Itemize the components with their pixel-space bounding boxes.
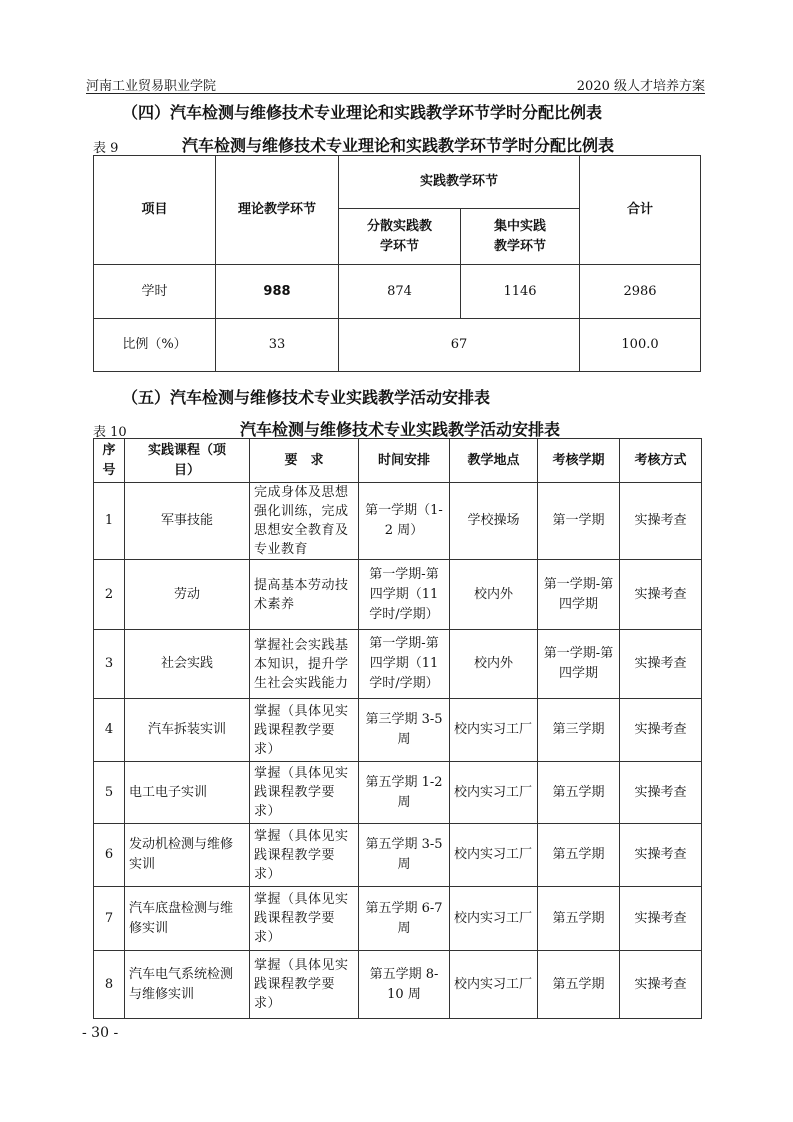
- table9-label: 表 9: [93, 141, 119, 156]
- t10-cell-course: 汽车底盘检测与维修实训: [125, 887, 250, 951]
- t9-cell: 874: [339, 265, 461, 319]
- page-number: - 30 -: [82, 1025, 119, 1041]
- t10-cell-term: 第一学期-第四学期: [538, 560, 620, 630]
- table-row: [94, 824, 702, 887]
- table9: [93, 155, 701, 372]
- header-divider: [86, 93, 705, 94]
- table-row: [94, 483, 702, 560]
- t10-cell-time: 第五学期 8-10 周: [359, 951, 450, 1019]
- t9-header-dispersed: 分散实践教学环节: [339, 209, 461, 265]
- t10-cell-course: 军事技能: [125, 483, 250, 560]
- table-row: [94, 560, 702, 630]
- t10-cell-term: 第三学期: [538, 699, 620, 762]
- t10-header-method: 考核方式: [620, 439, 702, 483]
- t10-cell-no: 6: [94, 824, 125, 887]
- t10-cell-method: 实操考查: [620, 951, 702, 1019]
- table-row: [94, 630, 702, 699]
- t9-cell: 100.0: [580, 319, 701, 372]
- t9-cell: 988: [216, 265, 339, 319]
- t10-cell-term: 第五学期: [538, 951, 620, 1019]
- t10-cell-term: 第五学期: [538, 887, 620, 951]
- t10-cell-course: 汽车电气系统检测与维修实训: [125, 951, 250, 1019]
- t10-cell-place: 校内实习工厂: [450, 699, 538, 762]
- t9-header-concentrated: 集中实践教学环节: [461, 209, 580, 265]
- t10-cell-req: 掌握（具体见实践课程教学要求）: [250, 824, 359, 887]
- t10-cell-no: 5: [94, 762, 125, 824]
- t10-cell-course: 发动机检测与维修实训: [125, 824, 250, 887]
- t9-header-practice: 实践教学环节: [339, 156, 580, 209]
- table10-title: 汽车检测与维修技术专业实践教学活动安排表: [240, 420, 561, 439]
- t10-cell-method: 实操考查: [620, 699, 702, 762]
- t10-cell-no: 2: [94, 560, 125, 630]
- t10-cell-term: 第一学期: [538, 483, 620, 560]
- t10-cell-place: 校内实习工厂: [450, 887, 538, 951]
- t10-cell-req: 完成身体及思想强化训练，完成思想安全教育及专业教育: [250, 483, 359, 560]
- table-row: [94, 887, 702, 951]
- t10-header-place: 教学地点: [450, 439, 538, 483]
- t10-cell-course: 社会实践: [125, 630, 250, 699]
- t9-header-item: 项目: [94, 156, 216, 265]
- t10-cell-no: 3: [94, 630, 125, 699]
- t10-cell-time: 第三学期 3-5 周: [359, 699, 450, 762]
- t10-cell-term: 第五学期: [538, 824, 620, 887]
- table-row: [94, 265, 701, 319]
- t10-header-term: 考核学期: [538, 439, 620, 483]
- t10-cell-no: 1: [94, 483, 125, 560]
- t10-cell-method: 实操考查: [620, 560, 702, 630]
- t10-cell-method: 实操考查: [620, 630, 702, 699]
- t9-cell: 比例（%）: [94, 319, 216, 372]
- t9-cell: 1146: [461, 265, 580, 319]
- t10-cell-method: 实操考查: [620, 824, 702, 887]
- header-school: 河南工业贸易职业学院: [86, 79, 217, 94]
- t10-cell-req: 掌握（具体见实践课程教学要求）: [250, 699, 359, 762]
- t10-cell-time: 第一学期-第四学期（11 学时/学期）: [359, 560, 450, 630]
- t10-cell-req: 掌握（具体见实践课程教学要求）: [250, 951, 359, 1019]
- t10-cell-term: 第五学期: [538, 762, 620, 824]
- t10-cell-time: 第五学期 1-2 周: [359, 762, 450, 824]
- t9-cell: 学时: [94, 265, 216, 319]
- t10-cell-place: 学校操场: [450, 483, 538, 560]
- t9-header-total: 合计: [580, 156, 701, 265]
- t10-header-row: [94, 439, 702, 483]
- t10-cell-req: 提高基本劳动技术素养: [250, 560, 359, 630]
- table-row: [94, 762, 702, 824]
- t10-cell-no: 8: [94, 951, 125, 1019]
- t10-cell-course: 汽车拆装实训: [125, 699, 250, 762]
- t10-cell-no: 4: [94, 699, 125, 762]
- section-5-heading: （五）汽车检测与维修技术专业实践教学活动安排表: [122, 388, 491, 407]
- t10-header-course: 实践课程（项目）: [125, 439, 250, 483]
- t9-cell: 67: [339, 319, 580, 372]
- table10-label: 表 10: [93, 425, 127, 440]
- t10-cell-place: 校内实习工厂: [450, 824, 538, 887]
- t10-cell-method: 实操考查: [620, 762, 702, 824]
- t10-cell-place: 校内实习工厂: [450, 951, 538, 1019]
- table10: [93, 438, 702, 1019]
- t10-cell-time: 第一学期-第四学期（11 学时/学期）: [359, 630, 450, 699]
- t10-cell-course: 电工电子实训: [125, 762, 250, 824]
- t10-cell-course: 劳动: [125, 560, 250, 630]
- t10-cell-method: 实操考查: [620, 887, 702, 951]
- t9-header-theory: 理论教学环节: [216, 156, 339, 265]
- table9-title: 汽车检测与维修技术专业理论和实践教学环节学时分配比例表: [182, 136, 615, 155]
- header-plan: 2020 级人才培养方案: [576, 79, 705, 94]
- t10-cell-time: 第五学期 6-7 周: [359, 887, 450, 951]
- t10-header-no: 序号: [94, 439, 125, 483]
- t10-cell-time: 第一学期（1-2 周）: [359, 483, 450, 560]
- table-row: [94, 699, 702, 762]
- t10-cell-req: 掌握（具体见实践课程教学要求）: [250, 762, 359, 824]
- t10-cell-time: 第五学期 3-5 周: [359, 824, 450, 887]
- t10-cell-place: 校内实习工厂: [450, 762, 538, 824]
- section-4-heading: （四）汽车检测与维修技术专业理论和实践教学环节学时分配比例表: [122, 103, 603, 122]
- t10-cell-place: 校内外: [450, 560, 538, 630]
- t10-cell-req: 掌握社会实践基本知识，提升学生社会实践能力: [250, 630, 359, 699]
- t10-cell-term: 第一学期-第四学期: [538, 630, 620, 699]
- t10-cell-req: 掌握（具体见实践课程教学要求）: [250, 887, 359, 951]
- table-row: [94, 951, 702, 1019]
- t10-cell-place: 校内外: [450, 630, 538, 699]
- t10-header-time: 时间安排: [359, 439, 450, 483]
- t10-header-req: 要 求: [250, 439, 359, 483]
- table-row: [94, 319, 701, 372]
- t10-cell-method: 实操考查: [620, 483, 702, 560]
- t9-cell: 2986: [580, 265, 701, 319]
- t10-cell-no: 7: [94, 887, 125, 951]
- t9-cell: 33: [216, 319, 339, 372]
